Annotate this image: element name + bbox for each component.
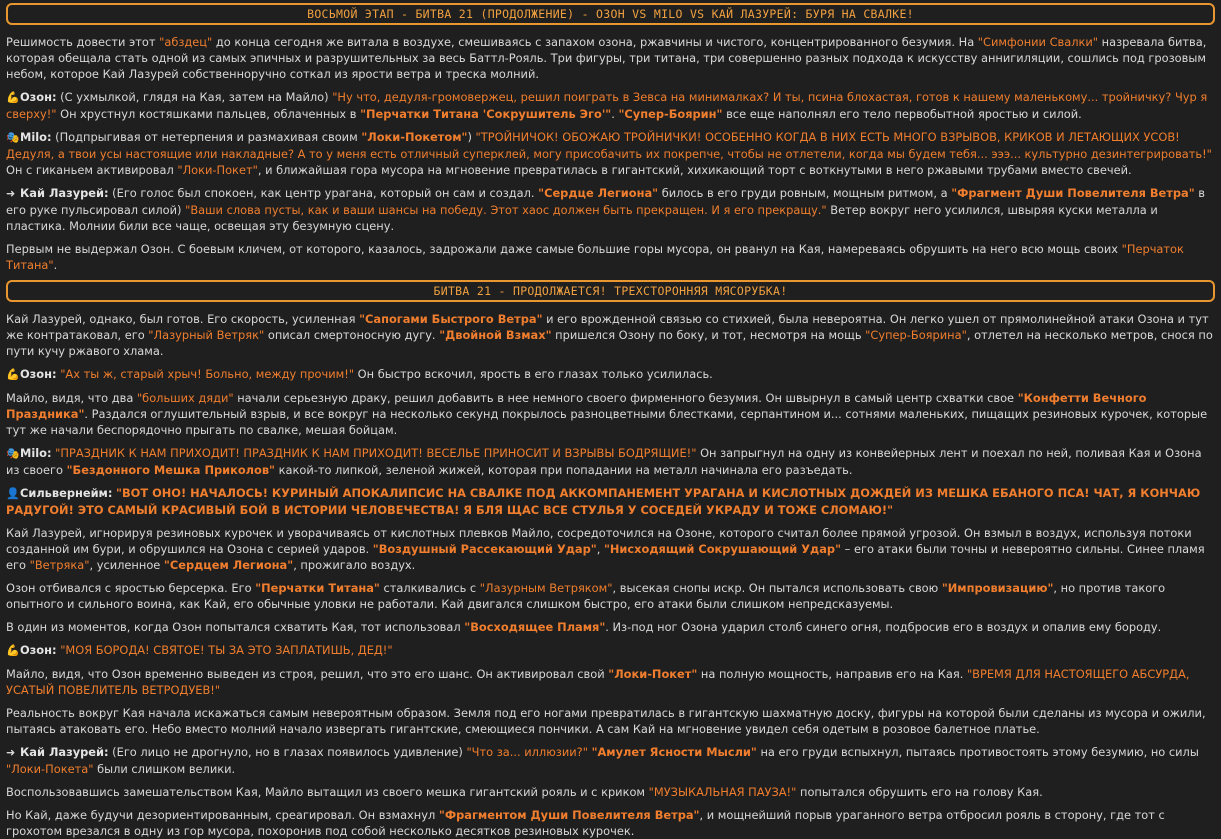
narration-text: . xyxy=(53,258,58,272)
quote-text: "Ваши слова пусты, как и ваши шансы на победу. Этот хаос должен быть прекращен. И я его прекращу." xyxy=(185,203,827,217)
narration-text: сталкивались с xyxy=(379,581,480,595)
dash-icon: ➜ xyxy=(6,187,16,200)
story-paragraph xyxy=(6,311,1215,359)
item-name: "Амулет Ясности Мысли" xyxy=(591,745,757,759)
flexed-biceps-icon: 💪 xyxy=(6,368,20,381)
narration-text: Он с гиканьем активировал xyxy=(6,163,178,177)
narration-text: . Из-под ног Озона ударил столб синего огня, подбросив его в воздух и опалив ему бороду. xyxy=(605,620,1162,634)
item-name: "Восходящее Пламя" xyxy=(464,620,606,634)
quote-text: "больших дяди" xyxy=(136,391,234,405)
narration-text: Озон отбивался с яростью берсерка. Его xyxy=(6,581,256,595)
narration-text: Реальность вокруг Кая начала искажаться самым невероятным образом. Земля под его ногами превратилась в гигантскую шахматную доску, фигуры на которой были сделаны из мусора и ожили, пытаясь атаковать его. Небо вместо молний начало извергать гигантские, смеющиеся пончики. А сам Кай на мгновение увидел себя одетым в розовое балетное платье. xyxy=(6,706,1206,736)
story-paragraph xyxy=(6,390,1215,438)
narration-text: Кай Лазурей, однако, был готов. Его скорость, усиленная xyxy=(6,312,360,326)
item-name: "Нисходящий Сокрушающий Удар" xyxy=(603,542,842,556)
story-paragraph xyxy=(6,807,1215,839)
item-name: "ВОТ ОНО! НАЧАЛОСЬ! КУРИНЫЙ АПОКАЛИПСИС НА СВАЛКЕ ПОД АККОМПАНЕМЕНТ УРАГАНА И КИСЛОТНЫХ ДОЖДЕЙ ИЗ МЕШКА ЕБАНОГО ПСА! ЧАТ, Я КОНЧАЮ РАДУГОЙ! ЭТО САМЫЙ КРАСИВЫЙ БОЙ В ИСТОРИИ ЧЕЛОВЕЧЕСТВА! Я БЛЯ ЩАС ВСЕ СТУЛЬЯ У СОСЕДЕЙ УКРАДУ И ТОЖЕ СЛОМАЮ!" xyxy=(6,486,1201,517)
speaker-name: Сильвернейм: xyxy=(20,486,113,500)
narration-text: были слишком велики. xyxy=(93,762,236,776)
narration-text: Он запрыгнул на одну из конвейерных лент и поехал по ней, поливая Кая и Озона из своего xyxy=(6,446,1202,477)
item-name: "Бездонного Мешка Приколов" xyxy=(66,463,275,477)
speaker-name: Milo: xyxy=(20,446,52,460)
narration-text: Воспользовавшись замешательством Кая, Майло вытащил из своего мешка гигантский рояль и с криком xyxy=(6,785,649,799)
narration-text: Майло, видя, что два xyxy=(6,391,137,405)
story-paragraph xyxy=(6,705,1215,737)
narration-text: (Его голос был спокоен, как центр урагана, который он сам и создал. xyxy=(108,186,539,200)
narration-text: на полную мощность, направив его на Кая. xyxy=(697,667,967,681)
speaker-name: Озон: xyxy=(20,367,57,381)
story-paragraph xyxy=(6,185,1215,234)
narration-text: начали серьезную драку, решил добавить в нее немного своего фирменного безумия. Он швырнул в самый центр схватки свое xyxy=(233,391,1018,405)
narration-text: Ветер вокруг него усилился, швыряя куски металла и пластика. Молнии били все чаще, освещая эту безумную сцену. xyxy=(6,203,1158,233)
quote-text: "ТРОЙНИЧОК! ОБОЖАЮ ТРОЙНИЧКИ! ОСОБЕННО КОГДА В НИХ ЕСТЬ МНОГО ВЗРЫВОВ, КРИКОВ И ЛЕТАЮЩИХ УСОВ! Дедуля, а твои усы настоящие или накладные? А то у меня есть отличный суперклей, могу присобачить их покрепче, чтобы не отлетели, когда мы будем тебя... эээ... культурно дезинтегрировать!" xyxy=(6,130,1212,161)
flexed-biceps-icon: 💪 xyxy=(6,644,20,657)
narration-text: Первым не выдержал Озон. С боевым кличем, от которого, казалось, задрожали даже самые большие горы мусора, он рванул на Кая, намереваясь обрушить на него всю мощь своих xyxy=(6,242,1122,256)
quote-text: "Локи-Покет" xyxy=(177,163,258,177)
item-name: "Воздушный Рассекающий Удар" xyxy=(372,542,597,556)
story-paragraph xyxy=(6,580,1215,612)
speaker-name: Кай Лазурей: xyxy=(20,745,109,759)
item-name: "Перчатки Титана" xyxy=(255,581,380,595)
item-name: "Импровизацию" xyxy=(941,581,1054,595)
item-name: "Сердцем Легиона" xyxy=(163,558,294,572)
quote-text: "Ветряка" xyxy=(29,558,90,572)
story-section-1 xyxy=(6,34,1215,273)
narration-text: , xyxy=(596,542,604,556)
item-name: "Фрагмент Души Повелителя Ветра" xyxy=(951,186,1195,200)
story-section-2 xyxy=(6,311,1215,839)
story-paragraph xyxy=(6,241,1215,273)
narration-text: . xyxy=(611,107,619,121)
item-name: "Супер-Боярин" xyxy=(618,107,723,121)
quote-text: "Локи-Покета" xyxy=(6,762,94,776)
quote-text: "МОЯ БОРОДА! СВЯТОЕ! ТЫ ЗА ЭТО ЗАПЛАТИШЬ, ДЕД!" xyxy=(60,643,393,657)
narration-text: попытался обрушить его на голову Кая. xyxy=(796,785,1043,799)
narration-text: билось в его груди ровным, мощным ритмом, а xyxy=(658,186,952,200)
story-paragraph xyxy=(6,666,1215,698)
narration-text: назревала битва, которая обещала стать одной из самых эпичных и разрушительных за весь Баттл-Рояль. Три фигуры, три титана, три совершенно разных подхода к искусству аннигиляции, сошлись под грозовым небом, которое Кай Лазурей собственноручно соткал из ярости ветра и треска молний. xyxy=(6,35,1207,81)
item-name: "Локи-Покет" xyxy=(608,667,698,681)
quote-text: "МУЗЫКАЛЬНАЯ ПАУЗА!" xyxy=(648,785,797,799)
story-paragraph xyxy=(6,129,1215,178)
narration-text: все еще наполнял его тело первобытной яростью и силой. xyxy=(722,107,1082,121)
speaker-name: Озон: xyxy=(20,90,57,104)
narration-text: Он быстро вскочил, ярость в его глазах только усилилась. xyxy=(354,367,713,381)
story-paragraph xyxy=(6,366,1215,383)
narration-text: и его врожденной связью со стихией, была невероятна. Он легко ушел от прямолинейной атаки Озона и тут же контратаковал, его xyxy=(6,312,1209,342)
story-paragraph xyxy=(6,784,1215,800)
narration-text: В один из моментов, когда Озон попытался схватить Кая, тот использовал xyxy=(6,620,465,634)
narration-text: , усиленное xyxy=(89,558,164,572)
item-name: "Сапогами Быстрого Ветра" xyxy=(359,312,543,326)
flexed-biceps-icon: 💪 xyxy=(6,91,20,104)
narration-text: Но Кай, даже будучи дезориентированным, среагировал. Он взмахнул xyxy=(6,808,439,822)
narration-text: , отлетел на несколько метров, снося по пути кучу ржавого хлама. xyxy=(6,328,1213,358)
quote-text: "ВРЕМЯ ДЛЯ НАСТОЯЩЕГО АБСУРДА, УСАТЫЙ ПОВЕЛИТЕЛЬ ВЕТРОДУЕВ!" xyxy=(6,667,1190,697)
narration-text: (С ухмылкой, глядя на Кая, затем на Майло) xyxy=(56,90,333,104)
quote-text: "абздец" xyxy=(159,35,213,49)
narration-text: какой-то липкой, зеленой жижей, которая при попадании на металл начинала его разъедать. xyxy=(274,463,853,477)
item-name: "Перчатки Титана 'Сокрушитель Эго'" xyxy=(360,107,612,121)
jester-icon: 🎭 xyxy=(6,131,20,144)
story-paragraph xyxy=(6,619,1215,635)
quote-text: "Лазурным Ветряком" xyxy=(479,581,613,595)
narration-text: Кай Лазурей, игнорируя резиновых курочек и уворачиваясь от кислотных плевков Майло, сосредоточился на Озоне, которого считал более прямой угрозой. Он взмыл в воздух, используя потоки созданной им бури, и обрушился на Озона с серией ударов. xyxy=(6,526,1192,556)
item-name: "Конфетти Вечного Праздника" xyxy=(6,391,1147,421)
item-name: "Сердце Легиона" xyxy=(538,186,659,200)
story-paragraph xyxy=(6,445,1215,478)
narration-text: ) xyxy=(467,130,476,144)
speaker-name: Milo: xyxy=(20,130,52,144)
item-name: "Локи-Покетом" xyxy=(361,130,468,144)
story-paragraph xyxy=(6,525,1215,573)
narration-text: , прожигало воздух. xyxy=(293,558,416,572)
narration-text: в его руке пульсировал силой) xyxy=(6,186,1205,217)
quote-text: "Ну что, дедуля-громовержец, решил поиграть в Зевса на минималках? И ты, псина блохастая, готов к нашему маленькому... тройничку? Чур я сверху!" xyxy=(6,90,1208,121)
narration-text: описал смертоносную дугу. xyxy=(264,328,440,342)
story-paragraph xyxy=(6,642,1215,659)
narration-text: , и мощнейший порыв ураганного ветра отбросил рояль в сторону, где тот с грохотом врезался в одну из гор мусора, похоронив под собой несколько десятков резиновых курочек. xyxy=(6,808,1165,838)
story-paragraph xyxy=(6,485,1215,518)
story-paragraph xyxy=(6,89,1215,122)
person-icon: 👤 xyxy=(6,487,20,500)
narration-text: (Его лицо не дрогнуло, но в глазах появилось удивление) xyxy=(108,745,467,759)
narration-text: пришелся Озону по боку, и тот, несмотря на мощь xyxy=(551,328,866,342)
section-banner: ВОСЬМОЙ ЭТАП - БИТВА 21 (ПРОДОЛЖЕНИЕ) - ОЗОН VS MILO VS КАЙ ЛАЗУРЕЙ: БУРЯ НА СВАЛКЕ! xyxy=(6,3,1215,25)
narration-text: Майло, видя, что Озон временно выведен из строя, решил, что это его шанс. Он активировал свой xyxy=(6,667,609,681)
quote-text: "Что за... иллюзии?" xyxy=(466,745,588,759)
jester-icon: 🎭 xyxy=(6,447,20,460)
narration-text: , и ближайшая гора мусора на мгновение превратилась в гигантский, хихикающий торт с воткнутыми в него ржавыми трубами вместо свечей. xyxy=(257,163,1132,177)
narration-text: до конца сегодня же витала в воздухе, смешиваясь с запахом озона, ржавчины и чистого, концентрированного безумия. На xyxy=(212,35,978,49)
narration-text: на его груди вспыхнул, пытаясь противостоять этому безумию, но силы xyxy=(756,745,1199,759)
speaker-name: Озон: xyxy=(20,643,57,657)
narration-text: , но против такого опытного и сильного воина, как Кай, его обычные уловки не работали. Кай двигался слишком быстро, его атаки были слишком непредсказуемы. xyxy=(6,581,1166,611)
narration-text: Он хрустнул костяшками пальцев, облаченных в xyxy=(56,107,361,121)
quote-text: "Ах ты ж, старый хрыч! Больно, между прочим!" xyxy=(60,367,355,381)
narration-text: , высекая снопы искр. Он пытался использовать свою xyxy=(612,581,942,595)
narration-text: – его атаки были точны и невероятно сильны. Синее пламя его xyxy=(6,542,1205,572)
dash-icon: ➜ xyxy=(6,746,16,759)
narration-text: . Раздался оглушительный взрыв, и все вокруг на несколько секунд покрылось разноцветными блестками, серпантином и... сотнями маленьких, пищащих резиновых курочек, которые тут же начали беспорядочно прыгать по свалке, мешая бойцам. xyxy=(6,407,1208,437)
quote-text: "Супер-Боярина" xyxy=(865,328,967,342)
quote-text: "ПРАЗДНИК К НАМ ПРИХОДИТ! ПРАЗДНИК К НАМ ПРИХОДИТ! ВЕСЕЛЬЕ ПРИНОСИТ И ВЗРЫВЫ БОДРЯЩИЕ!" xyxy=(55,446,697,460)
item-name: "Фрагментом Души Повелителя Ветра" xyxy=(438,808,700,822)
item-name: "Двойной Взмах" xyxy=(439,328,552,342)
story-paragraph xyxy=(6,744,1215,777)
section-banner: БИТВА 21 - ПРОДОЛЖАЕТСЯ! ТРЕХСТОРОННЯЯ МЯСОРУБКА! xyxy=(6,280,1215,302)
quote-text: "Лазурный Ветряк" xyxy=(148,328,265,342)
narration-text: Решимость довести этот xyxy=(6,35,160,49)
quote-text: "Симфонии Свалки" xyxy=(977,35,1099,49)
speaker-name: Кай Лазурей: xyxy=(20,186,109,200)
quote-text: "Перчаток Титана" xyxy=(6,242,1184,272)
narration-text: (Подпрыгивая от нетерпения и размахивая своим xyxy=(51,130,362,144)
story-paragraph xyxy=(6,34,1215,82)
